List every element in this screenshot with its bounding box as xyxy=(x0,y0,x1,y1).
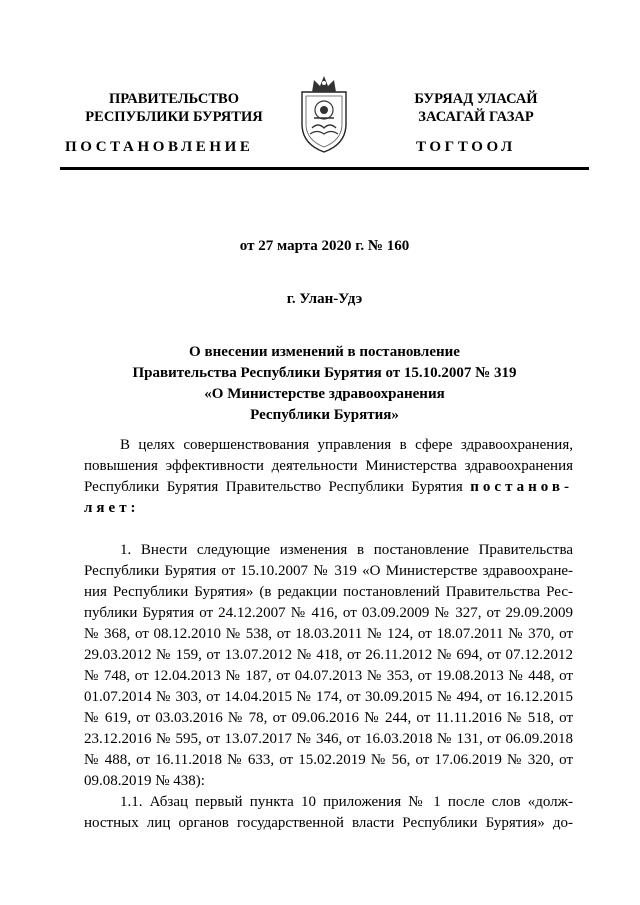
body-line: 09.08.2019 № 438): xyxy=(84,773,205,789)
body-line: № 619, от 03.03.2016 № 78, от 09.06.2016 № 244, от 11.11.2016 № 518, от xyxy=(84,710,573,726)
body-line: 1. Внести следующие изменения в постановление Правительства xyxy=(120,542,573,558)
document-type-buryat: ТОГТООЛ xyxy=(416,139,516,155)
header-divider xyxy=(60,167,589,170)
body-line xyxy=(84,477,573,498)
title-line: Республики Бурятия» xyxy=(250,407,399,423)
body-line: В целях совершенствования управления в сфере здравоохранения, xyxy=(120,437,573,453)
body-line xyxy=(84,498,573,519)
body-line: № 748, от 12.04.2013 № 187, от 04.07.2013 № 353, от 19.08.2013 № 448, от xyxy=(84,668,573,684)
issuer-line: РЕСПУБЛИКИ БУРЯТИЯ xyxy=(85,109,263,125)
issuer-line: ПРАВИТЕЛЬСТВО xyxy=(109,91,239,107)
title-line: Правительства Республики Бурятия от 15.10.2007 № 319 xyxy=(132,365,517,381)
title-line: «О Министерстве здравоохранения xyxy=(204,386,445,402)
body-line: публики Бурятия от 24.12.2007 № 416, от 03.09.2009 № 327, от 29.09.2009 xyxy=(84,605,573,621)
title-line: О внесении изменений в постановление xyxy=(189,344,460,360)
issuer-line: ЗАСАГАЙ ГАЗАР xyxy=(418,109,534,125)
body-line: № 368, от 08.12.2010 № 538, от 18.03.2011 № 124, от 18.07.2011 № 370, от xyxy=(84,626,573,642)
item-1-paragraph xyxy=(84,540,573,792)
preamble-paragraph xyxy=(84,435,573,519)
body-line: 23.12.2016 № 595, от 13.07.2017 № 346, от 16.03.2018 № 131, от 06.09.2018 xyxy=(84,731,573,747)
resolves-word: постанов- xyxy=(470,479,573,495)
item-1-1-paragraph xyxy=(84,792,573,834)
issuer-name-buryat xyxy=(365,90,587,126)
body-text: Республики Бурятия Правительство Республики Бурятия xyxy=(84,479,471,495)
coat-of-arms-icon xyxy=(298,72,350,154)
resolves-word-end: ляет: xyxy=(84,500,140,516)
document-city: г. Улан-Удэ xyxy=(286,291,363,307)
body-line: № 488, от 16.11.2018 № 633, от 15.02.2019 № 56, от 17.06.2019 № 320, от xyxy=(84,752,573,768)
issuer-name-russian xyxy=(60,90,288,126)
body-line: ностных лиц органов государственной власти Республики Бурятия» до- xyxy=(84,815,573,831)
document-type-russian: ПОСТАНОВЛЕНИЕ xyxy=(65,139,254,155)
document-title xyxy=(60,342,589,426)
body-line: 1.1. Абзац первый пункта 10 приложения № 1 после слов «долж- xyxy=(120,794,573,810)
body-line: ния Республики Бурятия» (в редакции постановлений Правительства Рес- xyxy=(84,584,573,600)
body-line: Республики Бурятия от 15.10.2007 № 319 «О Министерстве здравоохране- xyxy=(84,563,573,579)
body-line: 01.07.2014 № 303, от 14.04.2015 № 174, от 30.09.2015 № 494, от 16.12.2015 xyxy=(84,689,573,705)
document-date-number: от 27 марта 2020 г. № 160 xyxy=(239,238,410,254)
issuer-line: БУРЯАД УЛАСАЙ xyxy=(414,91,538,107)
body-line: 29.03.2012 № 159, от 13.07.2012 № 418, от 26.11.2012 № 694, от 07.12.2012 xyxy=(84,647,573,663)
body-line: повышения эффективности деятельности Министерства здравоохранения xyxy=(84,458,573,474)
